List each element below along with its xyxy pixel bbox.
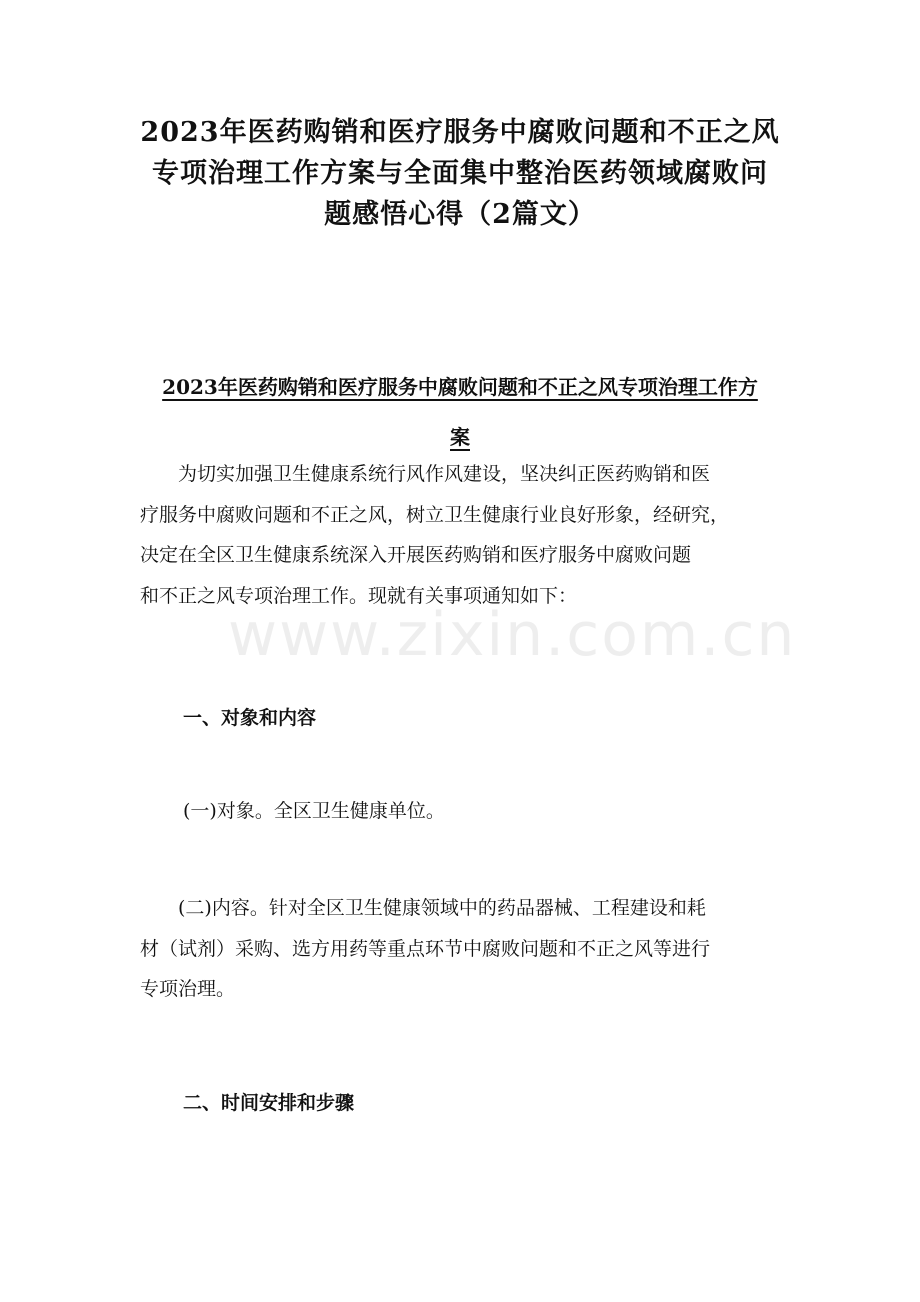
paragraph-line: (一)对象。全区卫生健康单位。: [183, 800, 445, 822]
section-title-text: 2023年医药购销和医疗服务中腐败问题和不正之风专项治理工作方: [162, 375, 758, 399]
paragraph-line: 疗服务中腐败问题和不正之风，树立卫生健康行业良好形象，经研究，: [140, 503, 730, 526]
paragraph-line: 决定在全区卫生健康系统深入开展医药购销和医疗服务中腐败问题: [140, 544, 692, 567]
section-title-text: 案: [450, 425, 470, 449]
paragraph-line: (二)内容。针对全区卫生健康领域中的药品器械、工程建设和耗: [178, 897, 706, 919]
document-title: [120, 112, 800, 235]
watermark: www.zixin.com.cn: [228, 600, 797, 670]
heading-objects-content: 一、对象和内容: [183, 707, 317, 729]
item-content: [140, 888, 780, 1010]
document-title-line: 题感悟心得（2篇文）: [324, 199, 596, 230]
section-title-line: [100, 362, 820, 412]
paragraph-line: 为切实加强卫生健康系统行风作风建设，坚决纠正医药购销和医: [178, 463, 711, 485]
paragraph-line: 专项治理。: [140, 978, 236, 1001]
item-objects: [183, 791, 783, 832]
document-title-line: 2023年医药购销和医疗服务中腐败问题和不正之风: [140, 117, 780, 148]
paragraph-line: 和不正之风专项治理工作。现就有关事项通知如下：: [140, 584, 578, 607]
heading-schedule-steps: 二、时间安排和步骤: [183, 1092, 355, 1114]
paragraph-line: 材（试剂）采购、选方用药等重点环节中腐败问题和不正之风等进行: [140, 937, 711, 960]
intro-paragraph: [140, 454, 780, 616]
section-title: [100, 362, 820, 462]
document-title-line: 专项治理工作方案与全面集中整治医药领域腐败问: [152, 158, 768, 189]
